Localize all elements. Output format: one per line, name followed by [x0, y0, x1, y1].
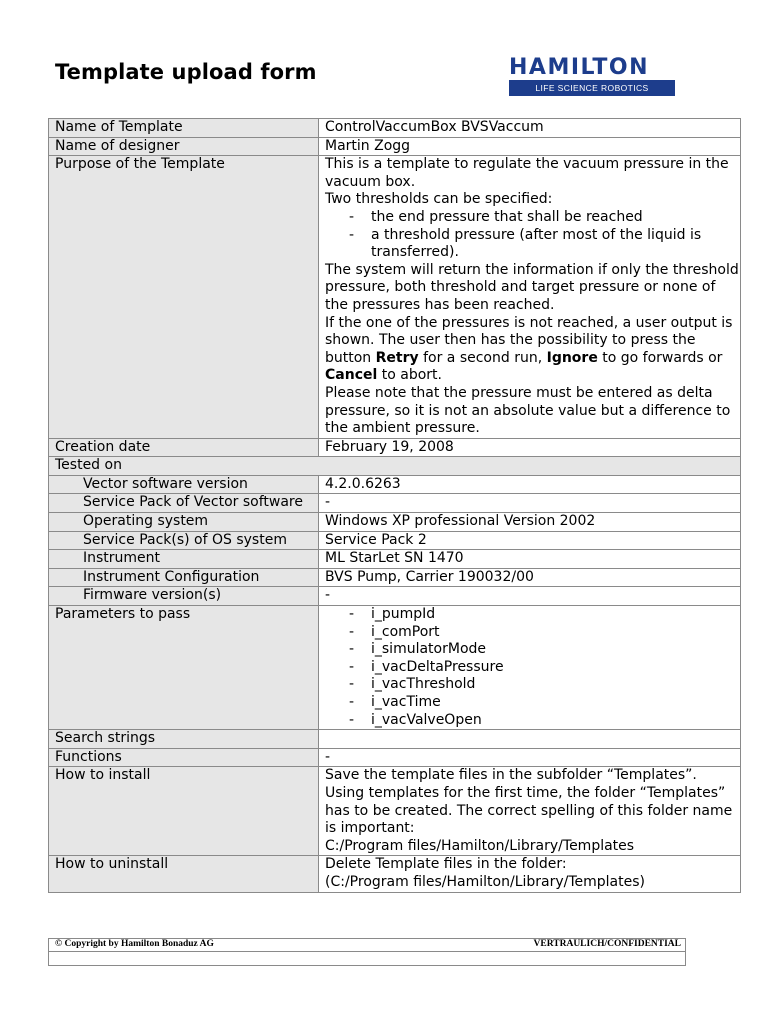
- cancel-keyword: Cancel: [325, 367, 378, 384]
- table-row: [49, 767, 741, 856]
- table-row: [49, 550, 741, 569]
- footer-row: [49, 939, 685, 952]
- parameters-value: [319, 606, 741, 730]
- parameters-label: Parameters to pass: [49, 606, 319, 730]
- uninstall-path: (C:/Program files/Hamilton/Library/Templates): [325, 873, 645, 890]
- list-item: - i_vacThreshold: [325, 676, 740, 694]
- confidential-text: VERTRAULICH/CONFIDENTIAL: [533, 939, 681, 949]
- name-of-template-label: Name of Template: [49, 119, 319, 138]
- purpose-paragraph: The system will return the information if only the threshold pressure, both threshold and target pressure or none of the pressures has been reached.: [325, 261, 739, 313]
- text-run: to abort.: [377, 367, 442, 384]
- instrument-config-value: BVS Pump, Carrier 190032/00: [319, 568, 741, 587]
- instrument-config-label: Instrument Configuration: [49, 568, 319, 587]
- table-row: [49, 475, 741, 494]
- search-strings-label: Search strings: [49, 730, 319, 749]
- table-row: [49, 730, 741, 749]
- name-of-designer-value: Martin Zogg: [319, 137, 741, 156]
- install-instructions: Save the template files in the subfolder “Templates”. Using templates for the first time, the folder “Templates” has to be created. The correct spelling of this folder name is important:: [325, 767, 733, 837]
- how-to-install-value: [319, 767, 741, 856]
- list-item: - i_vacDeltaPressure: [325, 659, 740, 677]
- instrument-label: Instrument: [49, 550, 319, 569]
- purpose-paragraph: Two thresholds can be specified:: [325, 191, 553, 208]
- table-row: [49, 856, 741, 892]
- copyright-text: © Copyright by Hamilton Bonaduz AG: [55, 939, 214, 949]
- vector-version-value: 4.2.0.6263: [319, 475, 741, 494]
- purpose-label: Purpose of the Template: [49, 156, 319, 439]
- text-run: If the one of the pressures is not reached, a user output is shown. The user then has the possibility to press the button: [325, 314, 733, 366]
- tested-on-label: Tested on: [49, 457, 741, 476]
- os-sp-label: Service Pack(s) of OS system: [49, 531, 319, 550]
- firmware-label: Firmware version(s): [49, 587, 319, 606]
- retry-keyword: Retry: [375, 349, 419, 366]
- instrument-value: ML StarLet SN 1470: [319, 550, 741, 569]
- ignore-keyword: Ignore: [546, 349, 598, 366]
- vector-sp-value: -: [319, 494, 741, 513]
- purpose-value: [319, 156, 741, 439]
- template-form-table: [48, 118, 741, 893]
- list-item: - i_vacTime: [325, 694, 740, 712]
- text-run: for a second run,: [418, 349, 547, 366]
- os-label: Operating system: [49, 513, 319, 532]
- table-row: [49, 606, 741, 730]
- os-sp-value: Service Pack 2: [319, 531, 741, 550]
- page-footer: [48, 938, 686, 966]
- how-to-uninstall-value: [319, 856, 741, 892]
- table-row: [49, 137, 741, 156]
- how-to-uninstall-label: How to uninstall: [49, 856, 319, 892]
- table-row: [49, 438, 741, 457]
- creation-date-value: February 19, 2008: [319, 438, 741, 457]
- parameters-list: [325, 606, 740, 729]
- table-row: [49, 457, 741, 476]
- functions-label: Functions: [49, 748, 319, 767]
- table-row: [49, 513, 741, 532]
- firmware-value: -: [319, 587, 741, 606]
- list-item: - the end pressure that shall be reached: [325, 209, 740, 227]
- table-row: [49, 587, 741, 606]
- purpose-paragraph: [325, 315, 740, 385]
- vector-version-label: Vector software version: [49, 475, 319, 494]
- table-row: [49, 748, 741, 767]
- table-row: [49, 568, 741, 587]
- list-item: - i_pumpId: [325, 606, 740, 624]
- list-item: - i_vacValveOpen: [325, 712, 740, 730]
- logo-tagline: LIFE SCIENCE ROBOTICS: [509, 80, 675, 96]
- table-row: [49, 119, 741, 138]
- logo-brand: HAMILTON: [509, 55, 650, 80]
- list-item: - i_comPort: [325, 624, 740, 642]
- how-to-install-label: How to install: [49, 767, 319, 856]
- purpose-paragraph: This is a template to regulate the vacuum pressure in the vacuum box.: [325, 156, 729, 190]
- page-title: Template upload form: [55, 60, 317, 84]
- name-of-template-value: ControlVaccumBox BVSVaccum: [319, 119, 741, 138]
- purpose-paragraph: Please note that the pressure must be entered as delta pressure, so it is not an absolute value but a difference to the ambient pressure.: [325, 384, 731, 437]
- hamilton-logo: [509, 56, 675, 96]
- list-item: - i_simulatorMode: [325, 641, 740, 659]
- vector-sp-label: Service Pack of Vector software: [49, 494, 319, 513]
- name-of-designer-label: Name of designer: [49, 137, 319, 156]
- threshold-list: [325, 209, 740, 262]
- creation-date-label: Creation date: [49, 438, 319, 457]
- list-item: - a threshold pressure (after most of the liquid is transferred).: [325, 227, 740, 262]
- os-value: Windows XP professional Version 2002: [319, 513, 741, 532]
- table-row: [49, 494, 741, 513]
- functions-value: -: [319, 748, 741, 767]
- install-path: C:/Program files/Hamilton/Library/Templates: [325, 837, 635, 854]
- search-strings-value: [319, 730, 741, 749]
- text-run: to go forwards or: [597, 349, 723, 366]
- table-row: [49, 531, 741, 550]
- uninstall-instructions: Delete Template files in the folder:: [325, 856, 567, 873]
- table-row: [49, 156, 741, 439]
